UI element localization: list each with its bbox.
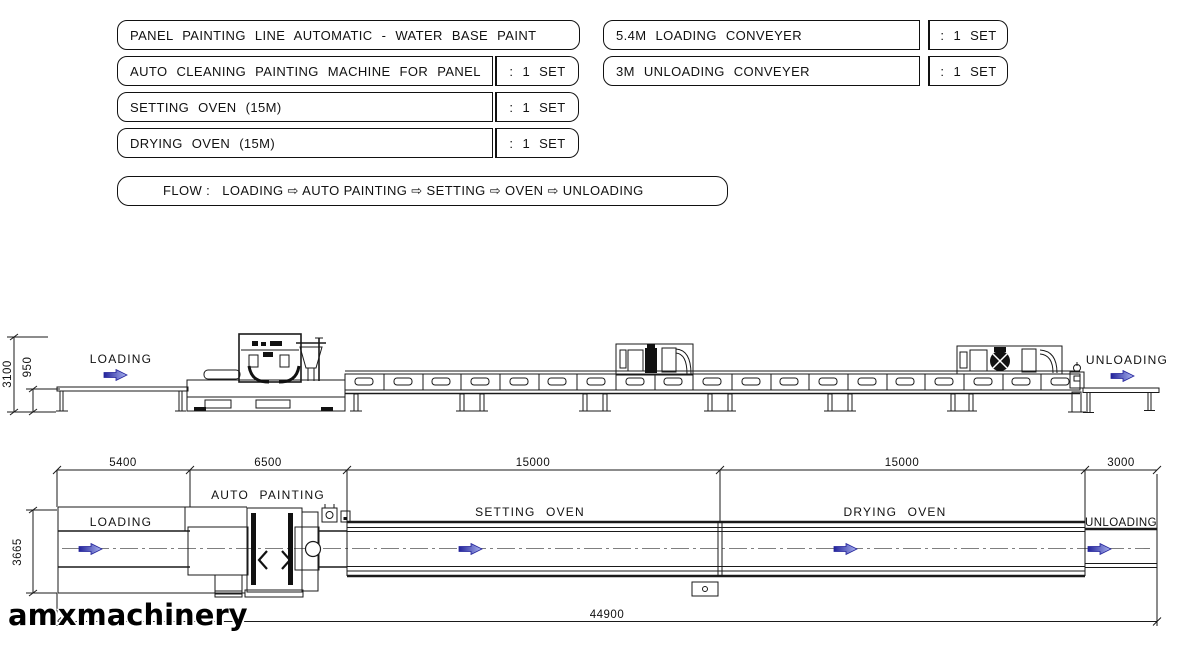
plan-ovens	[347, 505, 1085, 576]
loading-direction-arrow	[104, 370, 127, 381]
plan-drying-oven-label: DRYING OVEN	[843, 505, 947, 519]
plan-auto-painting-machine	[185, 488, 350, 597]
elevation-unloading-label: UNLOADING	[1085, 353, 1169, 367]
dim-auto-painting-label: 6500	[254, 457, 282, 469]
dim-total-length-label: 44900	[589, 609, 625, 621]
plan-unloading-arrow	[1088, 544, 1111, 555]
spec-row-label: AUTO CLEANING PAINTING MACHINE FOR PANEL	[117, 56, 493, 86]
plan-setting-arrow	[459, 544, 482, 555]
spec-row	[117, 56, 580, 86]
spec-row	[117, 92, 580, 122]
plan-unloading-section	[1085, 517, 1157, 568]
spec-title: PANEL PAINTING LINE AUTOMATIC - WATER BASE PAINT	[117, 20, 580, 50]
plan-drying-arrow	[834, 544, 857, 555]
plan-loading-arrow	[79, 544, 102, 555]
elevation-dimensions	[2, 334, 60, 415]
spec-row-title	[117, 20, 580, 50]
dim-line-width-label: 3665	[12, 538, 24, 566]
elevation-loading-label: LOADING	[89, 352, 153, 366]
watermark: amxmachinery	[8, 598, 248, 632]
spec-row	[603, 20, 1008, 50]
elevation-view	[0, 325, 1196, 425]
setting-oven-heater-unit	[616, 344, 693, 375]
spec-row-qty: : 1 SET	[928, 20, 1008, 50]
spec-row-qty: : 1 SET	[495, 92, 579, 122]
oven-conveyor-elevation	[345, 371, 1080, 411]
painting-machine-base	[187, 370, 345, 411]
plan-setting-oven-label: SETTING OVEN	[475, 505, 585, 519]
spec-table-right	[603, 20, 1008, 86]
spec-row-label: DRYING OVEN (15M)	[117, 128, 493, 158]
dim-conveyor-height-label: 950	[22, 356, 34, 378]
spec-row	[603, 56, 1008, 86]
loading-conveyor-elevation	[56, 387, 188, 411]
plan-loading-label: LOADING	[89, 515, 153, 529]
drying-oven-heater-unit	[957, 346, 1062, 374]
flow-banner: FLOW : LOADING ⇨ AUTO PAINTING ⇨ SETTING ⇨ OVEN ⇨ UNLOADING	[117, 176, 728, 206]
dim-setting-oven-label: 15000	[515, 457, 551, 469]
spec-row-label: 5.4M LOADING CONVEYER	[603, 20, 920, 50]
spec-row-label: 3M UNLOADING CONVEYER	[603, 56, 920, 86]
dim-loading-label: 5400	[109, 457, 137, 469]
floor-control-box	[692, 582, 718, 596]
control-pedestal	[1068, 362, 1086, 412]
plan-unloading-label: UNLOADING	[1085, 517, 1157, 529]
spec-row	[117, 128, 580, 158]
spec-row-qty: : 1 SET	[928, 56, 1008, 86]
spec-row-qty: : 1 SET	[495, 56, 579, 86]
spec-table-left	[117, 20, 580, 158]
painting-machine-elevation	[239, 334, 301, 382]
plan-loading-section	[58, 507, 245, 593]
spec-row-label: SETTING OVEN (15M)	[117, 92, 493, 122]
dim-drying-oven-label: 15000	[884, 457, 920, 469]
dim-machine-height-label: 3100	[2, 360, 14, 388]
plan-width-dimension	[12, 507, 57, 596]
plan-auto-painting-label: AUTO PAINTING	[211, 488, 325, 502]
unloading-direction-arrow	[1111, 371, 1134, 382]
spec-row-qty: : 1 SET	[495, 128, 579, 158]
dim-unloading-label: 3000	[1107, 457, 1135, 469]
unloading-conveyor-elevation	[1083, 388, 1159, 413]
